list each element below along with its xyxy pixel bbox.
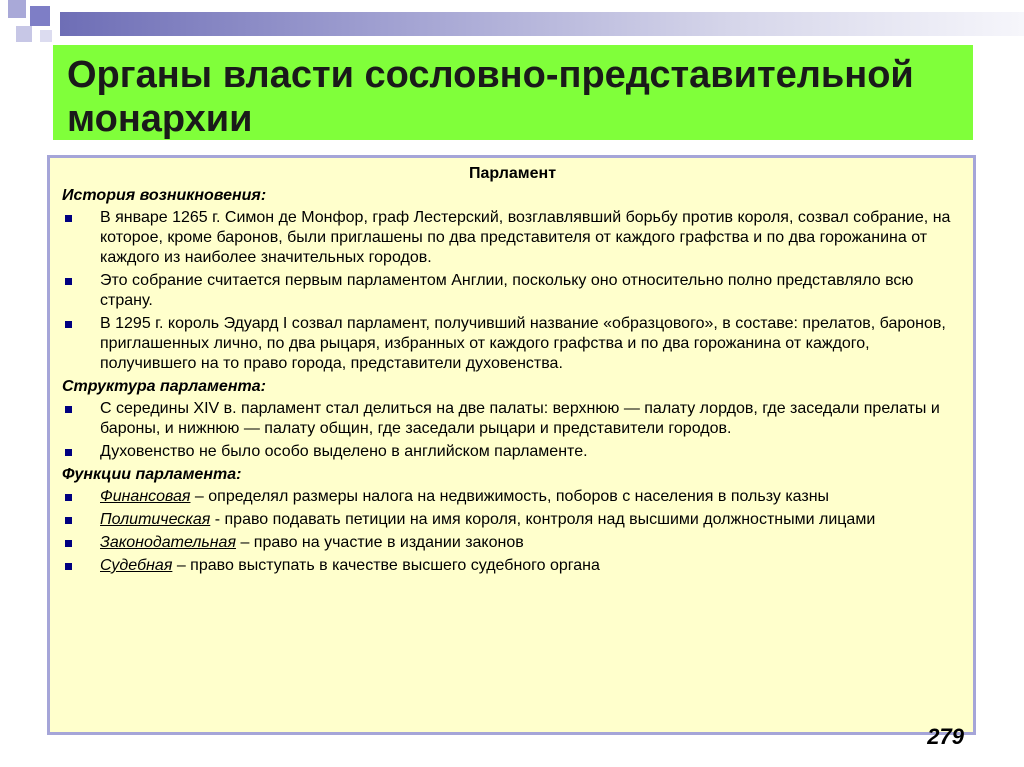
header-gradient-bar	[60, 12, 1024, 36]
structure-list	[62, 399, 963, 462]
bullet-icon	[65, 215, 72, 222]
decor-square	[8, 0, 26, 18]
list-item	[62, 533, 963, 553]
list-item	[62, 487, 963, 507]
bullet-icon	[65, 494, 72, 501]
item-text: Это собрание считается первым парламентом Англии, поскольку оно относительно полно представляло всю страну.	[100, 272, 914, 309]
bullet-icon	[65, 540, 72, 547]
history-list	[62, 208, 963, 374]
bullet-icon	[65, 517, 72, 524]
item-text: – определял размеры налога на недвижимость, поборов с населения в пользу казны	[190, 488, 830, 505]
bullet-icon	[65, 278, 72, 285]
section-title-structure: Структура парламента:	[62, 378, 266, 395]
list-item	[62, 314, 963, 374]
item-text: В 1295 г. король Эдуард I созвал парламент, получивший название «образцового», в составе: прелатов, баронов, приглашенных лично, по два рыцаря, избранных от каждого графства и по два горожанина от каждого, получившего на то право города, представители духовенства.	[100, 315, 946, 372]
function-term: Законодательная	[100, 534, 236, 551]
item-text: – право на участие в издании законов	[236, 534, 524, 551]
decor-square	[40, 30, 52, 42]
item-text: В январе 1265 г. Симон де Монфор, граф Лестерский, возглавлявший борьбу против короля, созвал собрание, на которое, кроме баронов, были приглашены по два представителя от каждого графства и по два горожанина от каждого из наиболее значительных городов.	[100, 209, 951, 266]
list-item	[62, 442, 963, 462]
item-text: - право подавать петиции на имя короля, контроля над высшими должностными лицами	[210, 511, 876, 528]
bullet-icon	[65, 321, 72, 328]
list-item	[62, 399, 963, 439]
list-item	[62, 510, 963, 530]
content-panel	[47, 155, 976, 735]
decor-square	[30, 6, 50, 26]
function-term: Финансовая	[100, 488, 191, 505]
bullet-icon	[65, 406, 72, 413]
list-item	[62, 271, 963, 311]
list-item	[62, 556, 963, 576]
title-box	[53, 45, 973, 140]
decor-square	[16, 26, 32, 42]
function-term: Политическая	[100, 511, 211, 528]
function-term: Судебная	[100, 557, 173, 574]
page-number: 279	[927, 724, 964, 749]
item-text: С середины XIV в. парламент стал делиться на две палаты: верхнюю — палату лордов, где заседали прелаты и бароны, и нижнюю — палату общин, где заседали рыцари и представители городов.	[100, 400, 940, 437]
bullet-icon	[65, 449, 72, 456]
bullet-icon	[65, 563, 72, 570]
section-title-history: История возникновения:	[62, 187, 267, 204]
item-text: Духовенство не было особо выделено в английском парламенте.	[100, 443, 588, 460]
section-title-functions: Функции парламента:	[62, 466, 242, 483]
item-text: – право выступать в качестве высшего судебного органа	[172, 557, 600, 574]
functions-list	[62, 487, 963, 576]
panel-heading: Парламент	[468, 165, 557, 182]
slide-title: Органы власти сословно-представительной монархии	[67, 54, 914, 140]
list-item	[62, 208, 963, 268]
